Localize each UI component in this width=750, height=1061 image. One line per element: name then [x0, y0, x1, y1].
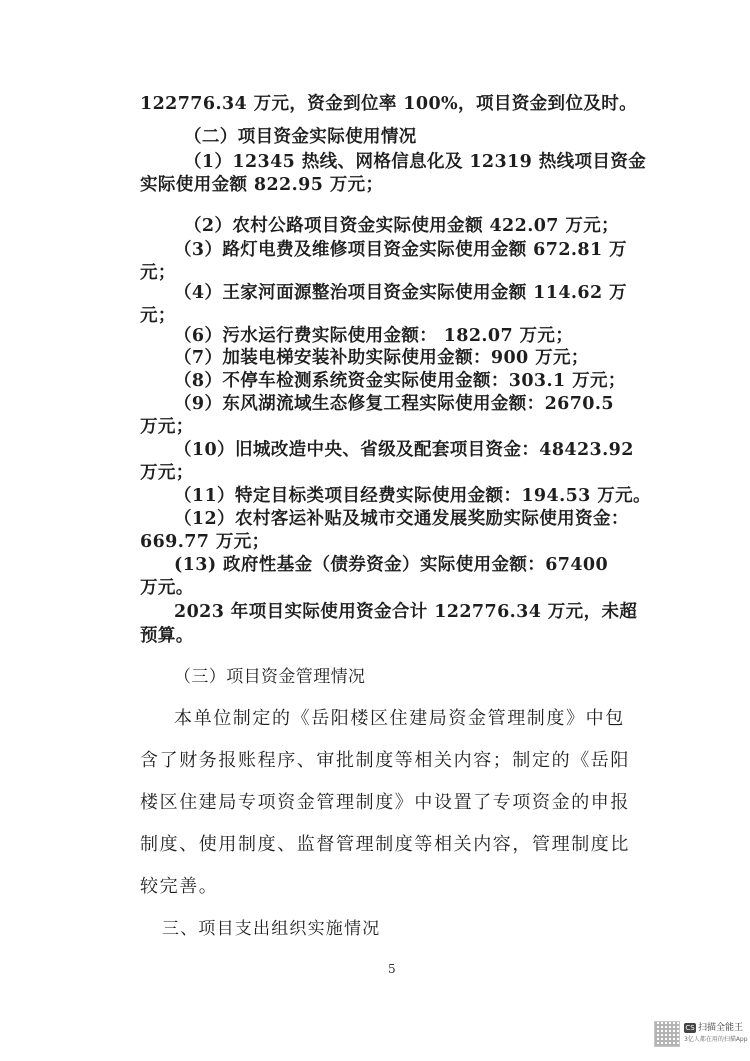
text-line: （1）12345 热线、网格信息化及 12319 热线项目资金 — [184, 152, 647, 172]
text-line: 万元； — [140, 463, 194, 483]
page-number: 5 — [388, 962, 396, 976]
section-heading: 三、项目支出组织实施情况 — [162, 919, 381, 939]
section-heading: （三）项目资金管理情况 — [174, 667, 366, 687]
camscanner-logo-icon: CS — [685, 1024, 695, 1032]
text-line: 本单位制定的《岳阳楼区住建局资金管理制度》中包 — [174, 708, 625, 729]
text-line: （7）加装电梯安装补助实际使用金额：900 万元； — [174, 348, 589, 368]
scanner-watermark — [654, 1019, 748, 1049]
section-heading: （二）项目资金实际使用情况 — [184, 127, 417, 147]
text-line: 万元； — [140, 417, 194, 437]
text-line: 含了财务报账程序、审批制度等相关内容；制定的《岳阳 — [140, 750, 630, 771]
text-line: 实际使用金额 822.95 万元； — [140, 175, 384, 195]
qr-code-icon — [654, 1021, 680, 1047]
text-line: （11）特定目标类项目经费实际使用金额：194.53 万元。 — [174, 486, 651, 506]
text-line: 669.77 万元； — [140, 532, 270, 552]
watermark-name: 扫描全能王 — [698, 1023, 744, 1033]
text-line: 制度、使用制度、监督管理制度等相关内容，管理制度比 — [140, 834, 630, 855]
watermark-subtitle: 3亿人都在用的扫描App — [684, 1036, 748, 1043]
text-line: 楼区住建局专项资金管理制度》中设置了专项资金的申报 — [140, 792, 630, 813]
text-line: （6）污水运行费实际使用金额： 182.07 万元； — [174, 326, 574, 346]
text-line: （10）旧城改造中央、省级及配套项目资金：48423.92 — [174, 440, 634, 460]
text-line: （9）东风湖流域生态修复工程实际使用金额：2670.5 — [174, 394, 614, 414]
text-line: 122776.34 万元，资金到位率 100%，项目资金到位及时。 — [140, 94, 638, 114]
text-line: （8）不停车检测系统资金实际使用金额：303.1 万元； — [174, 371, 626, 391]
text-line: （3）路灯电费及维修项目资金实际使用金额 672.81 万 — [174, 240, 627, 260]
text-line: 元； — [140, 263, 176, 283]
text-line: （4）王家河面源整治项目资金实际使用金额 114.62 万 — [174, 283, 627, 303]
text-line: 较完善。 — [140, 876, 219, 897]
text-line: （2）农村公路项目资金实际使用金额 422.07 万元； — [184, 216, 620, 236]
text-line: (13) 政府性基金（债券资金）实际使用金额：67400 — [174, 555, 609, 575]
text-line: 2023 年项目实际使用资金合计 122776.34 万元，未超 — [174, 602, 638, 622]
text-line: 元； — [140, 306, 176, 326]
text-line: （12）农村客运补贴及城市交通发展奖励实际使用资金： — [174, 509, 629, 529]
text-line: 预算。 — [140, 626, 194, 646]
text-line: 万元。 — [140, 578, 194, 598]
